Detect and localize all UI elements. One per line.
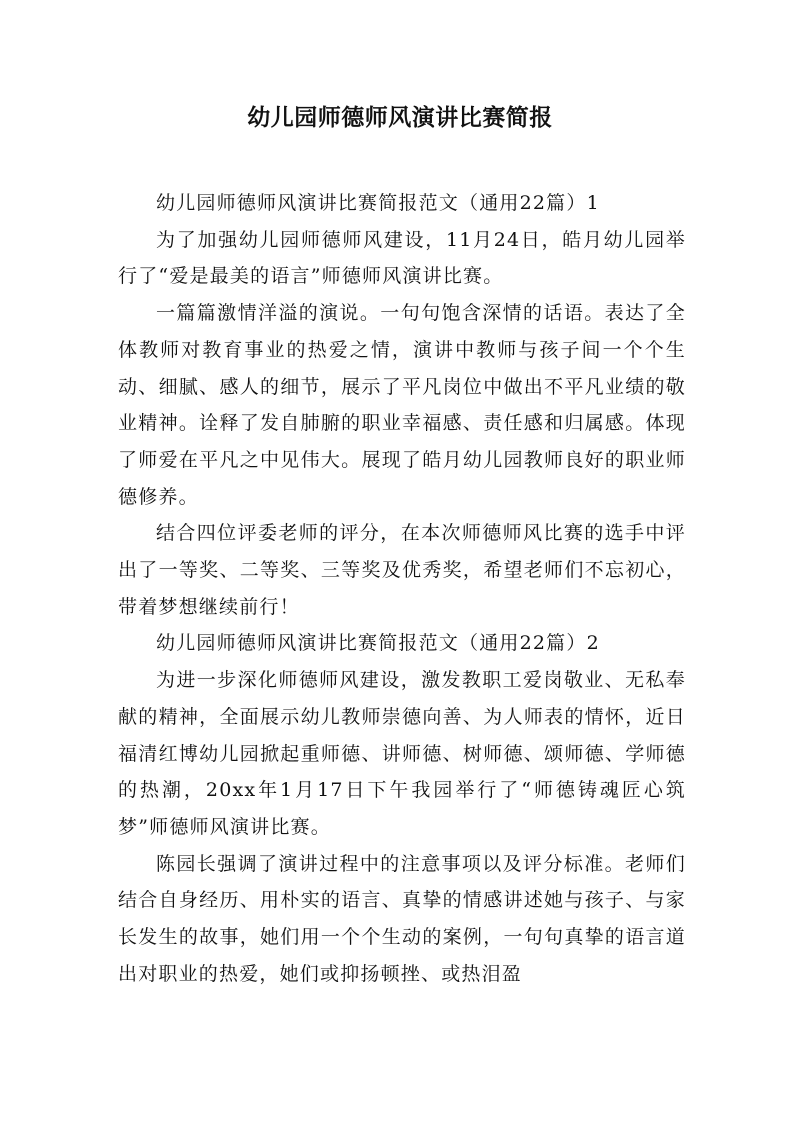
paragraph: 幼儿园师德师风演讲比赛简报范文（通用22篇）2: [156, 632, 600, 655]
paragraph: 陈园长强调了演讲过程中的注意事项以及评分标准。老师们结合自身经历、用朴实的语言、真挚的情感讲述她与孩子、与家长发生的故事，她们用一个个生动的案例，一句句真挚的语言道出对职业的热爱，她们或抑扬顿挫、或热泪盈: [118, 852, 686, 985]
document-title: 幼儿园师德师风演讲比赛简报: [247, 105, 553, 131]
paragraph: 幼儿园师德师风演讲比赛简报范文（通用22篇）1: [156, 192, 600, 214]
paragraph: 为了加强幼儿园师德师风建设，11月24日，皓月幼儿园举行了“爱是最美的语言”师德师风演讲比赛。: [118, 228, 686, 288]
paragraph: 为进一步深化师德师风建设，激发教职工爱岗敬业、无私奉献的精神，全面展示幼儿教师崇德向善、为人师表的情怀，近日福清红博幼儿园掀起重师德、讲师德、树师德、颂师德、学师德的热潮，20xx年1月17日下午我园举行了“师德铸魂匠心筑梦”师德师风演讲比赛。: [118, 669, 686, 838]
paragraph: 一篇篇激情洋溢的演说。一句句饱含深情的话语。表达了全体教师对教育事业的热爱之情，演讲中教师与孩子间一个个生动、细腻、感人的细节，展示了平凡岗位中做出不平凡业绩的敬业精神。诠释了发自肺腑的职业幸福感、责任感和归属感。体现了师爱在平凡之中见伟大。展现了皓月幼儿园教师良好的职业师德修养。: [118, 302, 686, 508]
paragraph: 结合四位评委老师的评分，在本次师德师风比赛的选手中评出了一等奖、二等奖、三等奖及优秀奖，希望老师们不忘初心，带着梦想继续前行！: [118, 522, 686, 618]
document-body: [118, 185, 686, 992]
